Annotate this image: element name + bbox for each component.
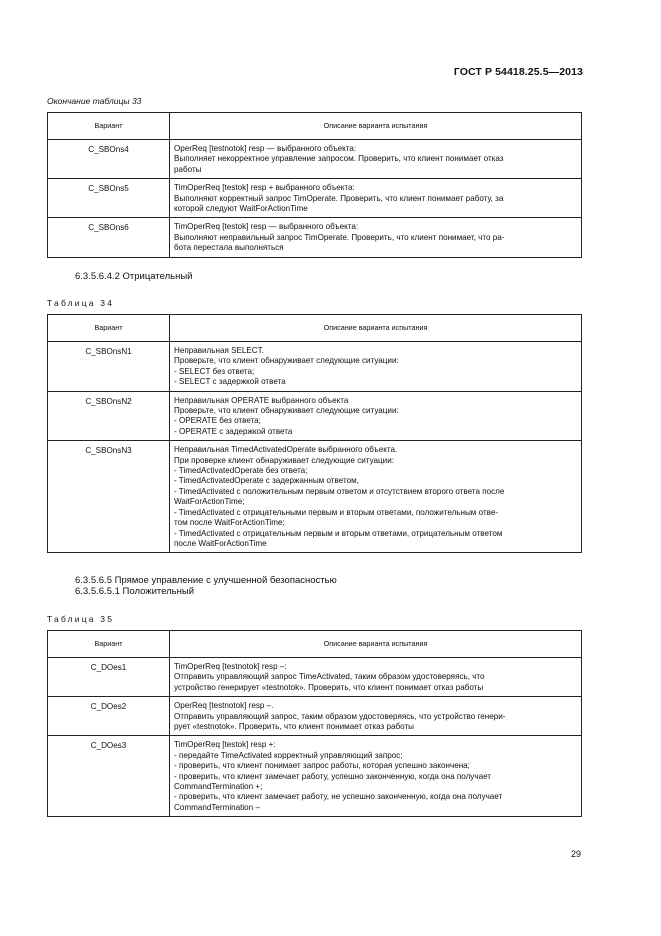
description-line: Проверьте, что клиент обнаруживает следующие ситуации: <box>174 406 399 416</box>
table33 <box>47 112 582 258</box>
description-line: - проверить, что клиент замечает работу, успешно законченную, когда она получает <box>174 771 492 781</box>
description-line: - передайте TimeActivated корректный управляющий запрос; <box>174 750 403 760</box>
table35-col-description: Описание варианта испытания <box>170 631 582 658</box>
description-line: TimOperReq [testok] resp — выбранного объекта: <box>174 222 359 232</box>
variant-cell: C_DOes1 <box>48 658 170 697</box>
description-line: работы <box>174 164 202 174</box>
description-line: - TimedActivated с отрицательным первым и вторым ответами, отрицательным ответом <box>174 528 503 538</box>
table-row <box>48 179 582 218</box>
description-cell <box>170 658 582 697</box>
description-line: Выполняют корректный запрос TimOperate. Проверить, что клиент понимает работу, за <box>174 193 504 203</box>
variant-cell: C_DOes3 <box>48 736 170 817</box>
description-line: после WaitForActionTime <box>174 538 267 548</box>
description-line: Выполняют неправильный запрос TimOperate. Проверить, что клиент понимает, что ра- <box>174 232 505 242</box>
description-line: CommandTermination – <box>174 802 260 812</box>
description-line: TimOperReq [testnotok] resp –: <box>174 662 287 671</box>
table34 <box>47 314 582 553</box>
variant-cell: C_SBOns4 <box>48 140 170 179</box>
description-cell <box>170 697 582 736</box>
description-cell <box>170 391 582 441</box>
description-line: устройство генерирует «testnotok». Проверить, что клиент понимает отказ работы <box>174 682 484 692</box>
table-row <box>48 658 582 697</box>
table35-col-variant: Вариант <box>48 631 170 658</box>
description-cell <box>170 342 582 392</box>
description-cell <box>170 140 582 179</box>
description-line: - SELECT без ответа; <box>174 366 255 376</box>
description-cell <box>170 736 582 817</box>
document-header: ГОСТ Р 54418.25.5—2013 <box>453 66 583 78</box>
description-line: WaitForActionTime; <box>174 497 245 507</box>
page-number: 29 <box>570 849 581 859</box>
table35 <box>47 630 582 817</box>
description-cell <box>170 218 582 257</box>
variant-cell: C_SBOnsN3 <box>48 441 170 553</box>
description-cell <box>170 179 582 218</box>
table-row <box>48 391 582 441</box>
description-line: бота перестала выполняться <box>174 243 284 253</box>
table33-caption: Окончание таблицы 33 <box>47 96 142 106</box>
description-line: - TimedActivatedOperate без ответа; <box>174 466 308 476</box>
section-heading-direct-control: 6.3.5.6.5 Прямое управление с улучшенной безопасностью <box>75 575 337 586</box>
description-line: - TimedActivated с отрицательными первым и вторым ответами, положительным отве- <box>174 507 499 517</box>
variant-cell: C_SBOnsN1 <box>48 342 170 392</box>
variant-cell: C_SBOns6 <box>48 218 170 257</box>
description-line: которой следуют WaitForActionTime <box>174 204 308 214</box>
table34-col-description: Описание варианта испытания <box>170 315 582 342</box>
description-line: TimOperReq [testok] resp +: <box>174 740 276 750</box>
description-line: - TimedActivated с положительным первым ответом и отсутствием второго ответа после <box>174 486 505 496</box>
variant-cell: C_SBOns5 <box>48 179 170 218</box>
description-line: - TimedActivatedOperate с задержанным ответом, <box>174 476 359 486</box>
table-row <box>48 218 582 257</box>
table34-col-variant: Вариант <box>48 315 170 342</box>
description-cell <box>170 441 582 553</box>
description-line: рует «testnotok». Проверить, что клиент понимает отказ работы <box>174 722 414 732</box>
section-heading-negative: 6.3.5.6.4.2 Отрицательный <box>75 271 193 282</box>
description-line: - SELECT с задержкой ответа <box>174 377 286 387</box>
table33-col-description: Описание варианта испытания <box>170 113 582 140</box>
description-line: - проверить, что клиент замечает работу, не успешно законченную, когда она получает <box>174 792 503 802</box>
description-line: Неправильная OPERATE выбранного объекта <box>174 395 349 405</box>
description-line: OperReq [testnotok] resp — выбранного объекта: <box>174 144 357 153</box>
description-line: Отправить управляющий запрос, таким образом удостоверяясь, что устройство генери- <box>174 711 506 721</box>
description-line: Неправильная SELECT. <box>174 346 264 355</box>
description-line: CommandTermination +; <box>174 782 263 792</box>
table-row <box>48 697 582 736</box>
description-line: - OPERATE с задержкой ответа <box>174 426 293 436</box>
description-line: TimOperReq [testok] resp + выбранного объекта: <box>174 183 355 193</box>
table33-col-variant: Вариант <box>48 113 170 140</box>
description-line: Проверьте, что клиент обнаруживает следующие ситуации: <box>174 356 399 366</box>
description-line: При проверке клиент обнаруживает следующие ситуации: <box>174 455 394 465</box>
description-line: - OPERATE без ответа; <box>174 416 261 426</box>
description-line: - проверить, что клиент понимает запрос работы, которая успешно закончена; <box>174 761 470 771</box>
table-row <box>48 342 582 392</box>
section-heading-positive: 6.3.5.6.5.1 Положительный <box>75 586 195 597</box>
table35-caption: Таблица 35 <box>47 614 115 624</box>
variant-cell: C_SBOnsN2 <box>48 391 170 441</box>
table-row <box>48 736 582 817</box>
description-line: Отправить управляющий запрос TimeActivated, таким образом удостоверяясь, что <box>174 672 485 682</box>
description-line: Неправильная TimedActivatedOperate выбранного объекта. <box>174 445 398 455</box>
table34-caption: Таблица 34 <box>47 298 115 308</box>
table-row <box>48 441 582 553</box>
description-line: Выполняет некорректное управление запросом. Проверить, что клиент понимает отказ <box>174 154 504 164</box>
variant-cell: C_DOes2 <box>48 697 170 736</box>
description-line: том после WaitForActionTime; <box>174 518 285 528</box>
table-row <box>48 140 582 179</box>
description-line: OperReq [testnotok] resp –. <box>174 701 274 711</box>
